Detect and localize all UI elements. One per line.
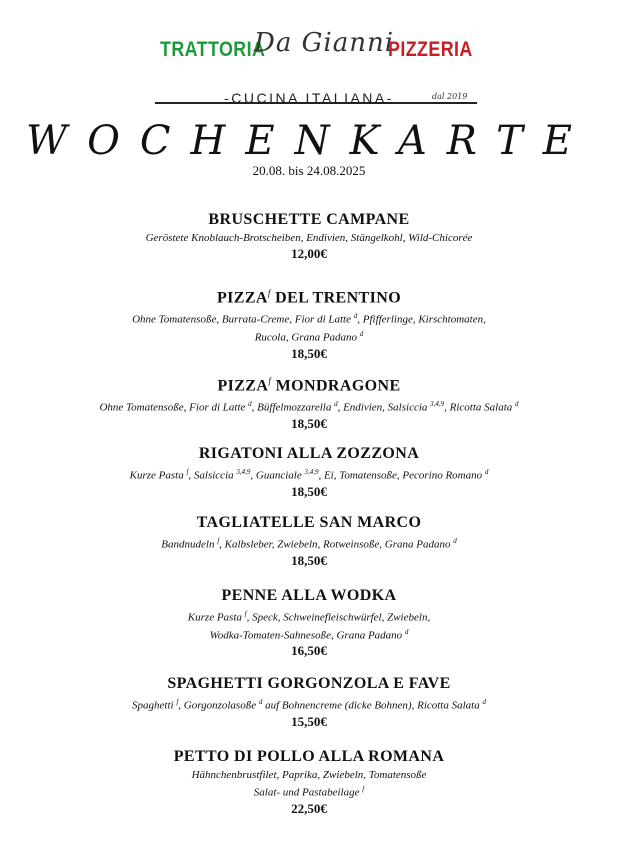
item-description: Kurze Pasta $^f$, Salsiccia $^{3,4,9}$, Guanciale $^{3,4,9}$, Ei, Tomatensoße, Pecorino Romano $^d$	[129, 468, 489, 482]
item-description: Ohne Tomatensoße, Fior di Latte $^d$, Büffelmozzarella $^d$, Endivien, Salsiccia $^{3,4,9}$, Ricotta Salata $^d$	[99, 400, 519, 414]
item-name: PIZZA$^f$ DEL TRENTINO	[216, 288, 402, 307]
item-price: 18,50€	[291, 415, 327, 431]
item-name: PIZZA$^f$ MONDRAGONE	[217, 376, 401, 395]
item-price: 18,50€	[291, 483, 327, 499]
item-description: Geröstete Knoblauch-Brotscheiben, Endivien, Stängelkohl, Wild-Chicorée	[145, 232, 473, 244]
item-price: 15,50€	[291, 713, 327, 729]
menu-item	[0, 284, 618, 362]
menu-item	[0, 514, 618, 569]
menu-item	[0, 372, 618, 432]
item-name: BRUSCHETTE CAMPANE	[208, 211, 410, 228]
subtitle: -CUCINA ITALIANA-	[224, 90, 394, 106]
logo-pizzeria: PIZZERIA	[388, 38, 473, 61]
since-label: dal 2019	[432, 92, 468, 101]
item-description: Spaghetti $^f$, Gorgonzolasoße $^d$ auf Bohnencreme (dicke Bohnen), Ricotta Salata $^d$	[132, 698, 486, 712]
item-price: 18,50€	[291, 552, 327, 568]
menu-item	[0, 675, 618, 730]
item-description: Kurze Pasta $^f$, Speck, Schweinefleischwürfel, Zwiebeln, Wodka-Tomaten-Sahnesoße, Grana Padano $^d$	[187, 610, 431, 642]
item-name: SPAGHETTI GORGONZOLA E FAVE	[167, 675, 451, 692]
menu-item	[0, 211, 618, 262]
item-name: RIGATONI ALLA ZOZZONA	[198, 445, 420, 462]
page-title: WOCHENKARTE	[25, 118, 593, 164]
menu-item	[0, 445, 618, 500]
item-price: 22,50€	[291, 800, 327, 816]
menu-item	[0, 587, 618, 659]
menu-item	[0, 748, 618, 817]
restaurant-logo	[0, 28, 618, 88]
item-description: Ohne Tomatensoße, Burrata-Creme, Fior di Latte $^d$, Pfifferlinge, Kirschtomaten, Rucola, Grana Padano $^d$	[132, 312, 486, 344]
item-description: Hähnchenbrustfilet, Paprika, Zwiebeln, Tomatensoße Salat- und Pastabeilage $^f$	[191, 769, 427, 799]
date-range: 20.08. bis 24.08.2025	[252, 163, 366, 178]
item-name: PENNE ALLA WODKA	[221, 587, 397, 604]
item-price: 12,00€	[291, 246, 327, 261]
item-name: TAGLIATELLE SAN MARCO	[196, 514, 422, 531]
item-price: 18,50€	[291, 345, 327, 361]
item-price: 16,50€	[291, 643, 327, 659]
logo-da-gianni: Da Gianni	[254, 28, 395, 58]
item-name: PETTO DI POLLO ALLA ROMANA	[173, 748, 445, 765]
logo-trattoria: TRATTORIA	[160, 38, 266, 61]
item-description: Bandnudeln $^f$, Kalbsleber, Zwiebeln, Rotweinsoße, Grana Padano $^d$	[161, 537, 457, 551]
